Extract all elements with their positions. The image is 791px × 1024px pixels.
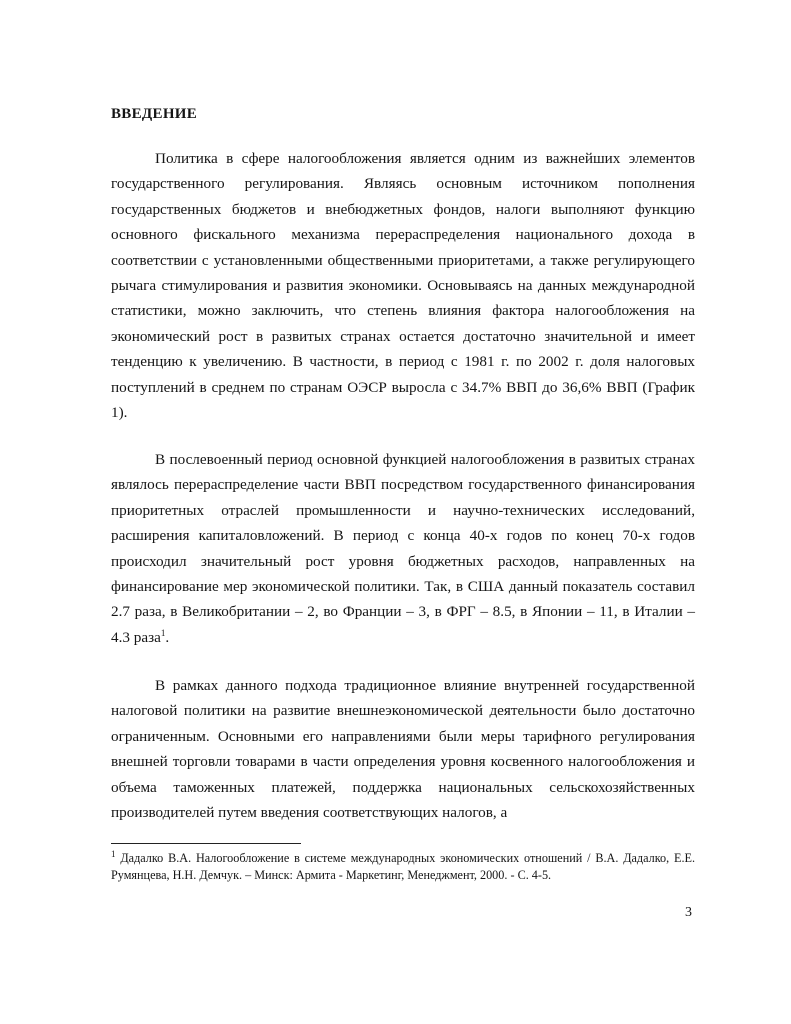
page-number: 3: [685, 905, 692, 920]
paragraph-postwar-period: [111, 447, 695, 650]
footnote-marker: 1: [111, 848, 116, 859]
paragraph-approach: В рамках данного подхода традиционное влияние внутренней государственной налоговой политики на развитие внешнеэкономической деятельности было достаточно ограниченным. Основными его направлениями были меры тарифного регулирования внешней торговли товарами в части определения уровня косвенного налогообложения и объема таможенных платежей, поддержка национальных сельскохозяйственных производителей путем введения соответствующих налогов, а: [111, 677, 695, 822]
paragraph-tax-policy: Политика в сфере налогообложения является одним из важнейших элементов государственного регулирования. Являясь основным источником пополнения государственных бюджетов и внебюджетных фондов, налоги выполняют функцию основного фискального механизма перераспределения национального дохода в соответствии с установленными общественными приоритетами, а также регулирующего рычага стимулирования и развития экономики. Основываясь на данных международной статистики, можно заключить, что степень влияния фактора налогообложения на экономический рост в развитых странах остается достаточно значительной и имеет тенденцию к увеличению. В частности, в период с 1981 г. по 2002 г. доля налоговых поступлений в среднем по странам ОЭСР выросла с 34.7% ВВП до 36,6% ВВП (График 1).: [111, 150, 695, 422]
footnote-text: Дадалко В.А. Налогообложение в системе международных экономических отношений / В.А. Дадалко, Е.Е. Румянцева, Н.Н. Демчук. – Минск: Армита - Маркетинг, Менеджмент, 2000. - С. 4-5.: [111, 851, 695, 882]
footnote-reference: 1: [160, 627, 166, 638]
paragraph-end-period: .: [165, 628, 170, 646]
section-heading: ВВЕДЕНИЕ: [111, 106, 198, 122]
footnote-divider: [111, 843, 301, 844]
paragraph-postwar-text: В послевоенный период основной функцией налогообложения в развитых странах являлось перераспределение части ВВП посредством государственного финансирования приоритетных отраслей промышленности и научно-технических исследований, расширения капиталовложений. В период с конца 40-х годов по конец 70-х годов происходил значительный рост уровня бюджетных расходов, направленных на финансирование мер экономической политики. Так, в США данный показатель составил 2.7 раза, в Великобритании – 2, во Франции – 3, в ФРГ – 8.5, в Японии – 11, в Италии – 4.3 раза: [111, 451, 695, 646]
footnote: [111, 850, 695, 884]
